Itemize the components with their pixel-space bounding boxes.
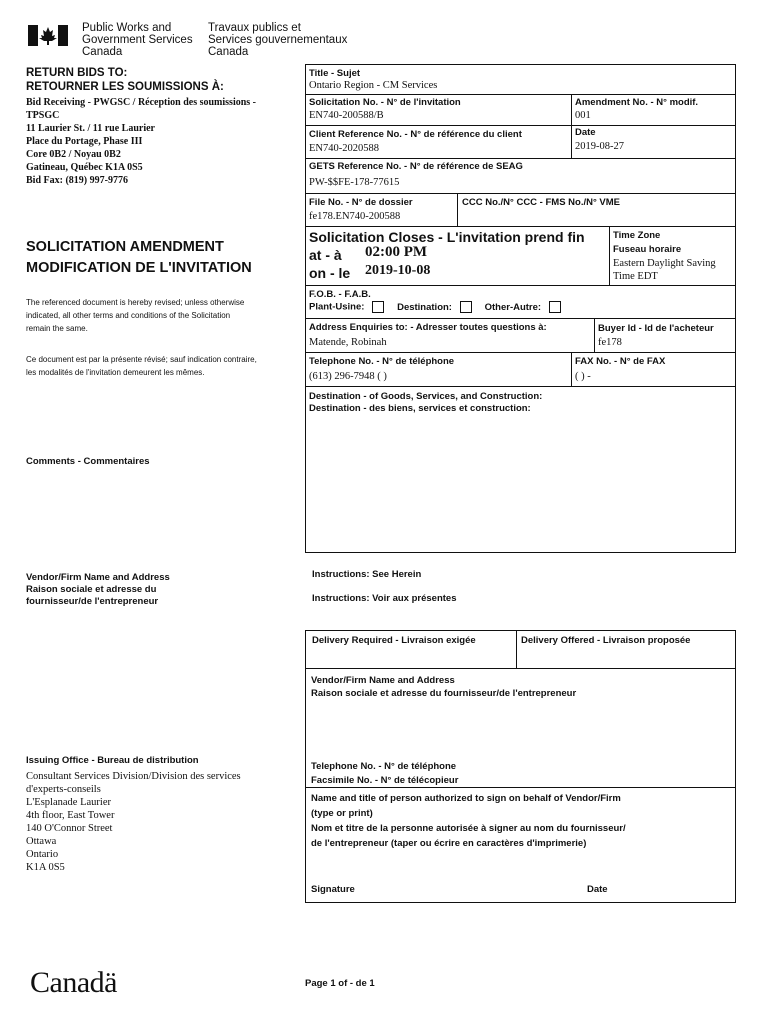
fob-label: F.O.B. - F.A.B. [309,289,371,300]
issuing-office-label: Issuing Office - Bureau de distribution [26,755,199,766]
title-value: Ontario Region - CM Services [309,80,438,91]
destination-checkbox[interactable] [460,301,472,313]
return-bids-title: RETURN BIDS TO: RETOURNER LES SOUMISSIONS À: [26,67,224,93]
return-bids-address: Bid Receiving - PWGSC / Réception des soumissions - TPSGC 11 Laurier St. / 11 rue Laurier Place du Portage, Phase III Core 0B2 / Noyau 0B2 Gatineau, Québec K1A 0S5 Bid Fax: (819) 997-9776 [26,97,257,186]
time-zone-value: Eastern Daylight Saving Time EDT [613,258,716,282]
plant-label: Plant-Usine: [309,301,365,313]
fax-label: FAX No. - N° de FAX [575,356,666,367]
ccc-no-label: CCC No./N° CCC - FMS No./N° VME [462,197,621,208]
fob-options [309,301,567,313]
gets-ref-value: PW-$$FE-178-77615 [309,177,400,188]
vendor-tel-fax-label: Telephone No. - N° de téléphone Facsimile No. - N° de télécopieur [311,761,459,786]
destination-option-label: Destination: [397,301,452,313]
signature-label: Signature [311,884,355,895]
at-label: at - à [309,247,342,263]
amendment-note-fr: Ce document est par la présente révisé; sauf indication contraire, les modalités de l'invitation demeurent les mêmes. [26,355,257,377]
authorized-person-label: Name and title of person authorized to sign on behalf of Vendor/Firm (type or print) Nom et titre de la personne autorisée à signer au nom du fournisseur/ de l'entrepreneur (taper ou écrire en caractères d'imprimerie) [311,793,626,849]
amendment-no-label: Amendment No. - N° modif. [575,97,699,108]
amendment-title: SOLICITATION AMENDMENT MODIFICATION DE L'INVITATION [26,239,252,276]
vendor-name-address-label: Vendor/Firm Name and Address Raison sociale et adresse du fournisseur/de l'entrepreneur [311,675,577,699]
other-checkbox[interactable] [549,301,561,313]
title-label: Title - Sujet [309,68,361,79]
department-name-fr: Travaux publics et Services gouvernementaux Canada [208,22,348,58]
department-name-en: Public Works and Government Services Canada [82,22,193,58]
fax-value: ( ) - [575,371,591,382]
date-value: 2019-08-27 [575,141,624,152]
solicitation-closes-title: Solicitation Closes - L'invitation prend fin [309,229,585,245]
delivery-offered-label: Delivery Offered - Livraison proposée [521,635,691,646]
client-ref-label: Client Reference No. - N° de référence du client [309,129,522,140]
address-enquiries-value: Matende, Robinah [309,337,387,348]
buyer-id-value: fe178 [598,337,622,348]
canada-wordmark: Canadä [30,966,117,999]
date-label: Date [575,127,596,138]
other-label: Other-Autre: [484,301,542,313]
amendment-note-en: The referenced document is hereby revised; unless otherwise indicated, all other terms and conditions of the Solicitation remain the same. [26,298,245,333]
issuing-office-address: Consultant Services Division/Division des services d'experts-conseils L'Esplanade Laurier 4th floor, East Tower 140 O'Connor Street Ottawa Ontario K1A 0S5 [26,771,241,873]
solicitation-no-label: Solicitation No. - N° de l'invitation [309,97,461,108]
delivery-required-label: Delivery Required - Livraison exigée [312,635,476,646]
address-enquiries-label: Address Enquiries to: - Adresser toutes questions à: [309,322,547,333]
plant-checkbox[interactable] [372,301,384,313]
instructions-fr: Instructions: Voir aux présentes [312,593,457,604]
closing-time-value: 02:00 PM [365,244,428,260]
page-number: Page 1 of - de 1 [305,978,375,989]
file-no-label: File No. - N° de dossier [309,197,413,208]
on-label: on - le [309,265,351,281]
solicitation-no-value: EN740-200588/B [309,110,384,121]
file-no-value: fe178.EN740-200588 [309,211,401,222]
comments-label: Comments - Commentaires [26,456,150,467]
destination-label: Destination - of Goods, Services, and Construction: Destination - des biens, services et construction: [309,391,543,414]
vendor-firm-left-label: Vendor/Firm Name and Address Raison sociale et adresse du fournisseur/de l'entrepreneur [26,572,170,607]
gets-ref-label: GETS Reference No. - N° de référence de SEAG [309,161,523,172]
closing-date-value: 2019-10-08 [365,263,431,278]
telephone-label: Telephone No. - N° de téléphone [309,356,455,367]
canada-flag-icon [28,25,68,46]
time-zone-label: Time Zone Fuseau horaire [613,230,682,255]
client-ref-value: EN740-2020588 [309,143,379,154]
instructions-en: Instructions: See Herein [312,569,422,580]
buyer-id-label: Buyer Id - Id de l'acheteur [598,323,714,334]
telephone-value: (613) 296-7948 ( ) [309,371,387,382]
amendment-no-value: 001 [575,110,591,121]
signature-date-label: Date [587,884,608,895]
